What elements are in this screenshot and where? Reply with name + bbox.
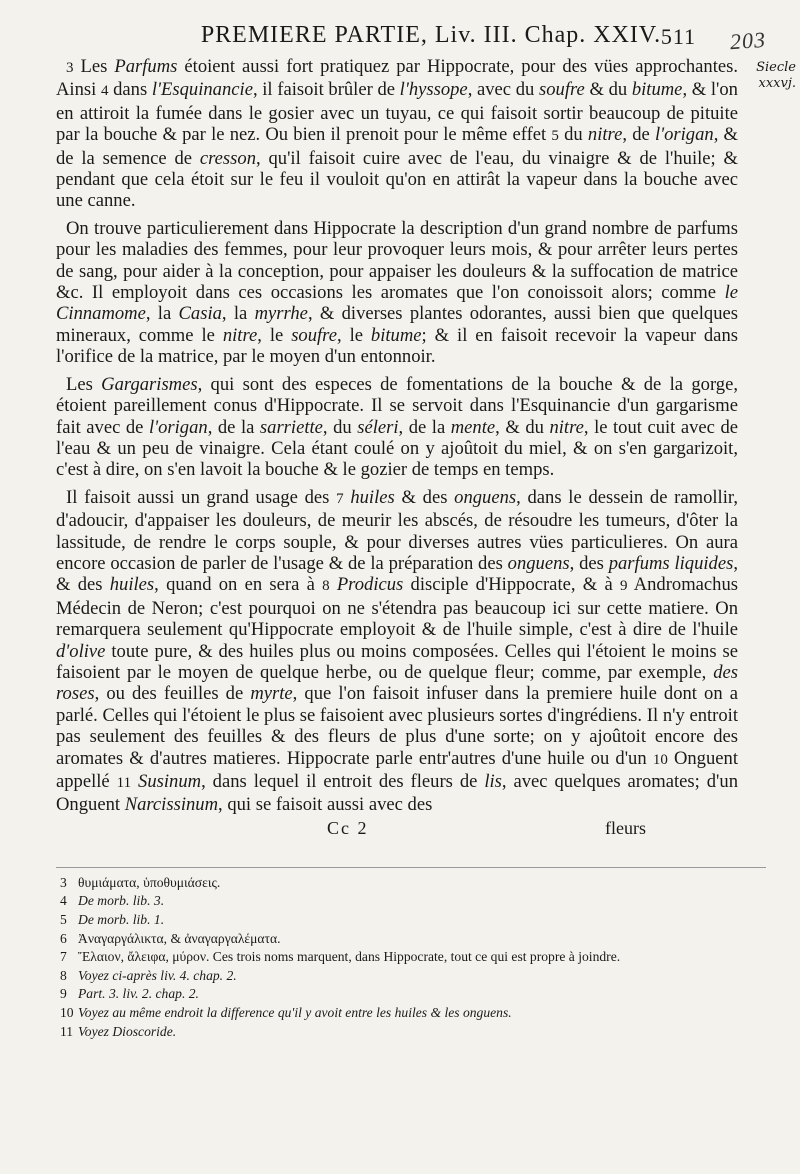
italic-term: nitre — [222, 324, 258, 346]
paragraph — [56, 487, 738, 816]
text-run: , & de la semence de — [56, 124, 739, 169]
text-run: toute pure, & des huiles plus ou moins composées. Celles qui l'étoient le moins se faisoient par le moyen de quelque herbe, ou de quelque fleur; comme, par exemple, — [56, 640, 738, 683]
text-run: , que l'on faisoit infuser dans la premiere huile dont on a parlé. Celles qui l'étoient le plus se faisoient avec plusieurs sortes d'ingrédiens. Il n'y entroit pas seulement des feuilles & des fleurs de plus d'une sorte; on y ajoûtoit encore des aromates & d'autres matieres. Hippocrate parle entr'autres d'une huile ou d'un — [56, 683, 738, 769]
text-run: , des — [569, 552, 609, 574]
footnote-reference: 4 — [100, 83, 109, 100]
text-run: , le tout cuit avec de l'eau & un peu de vinaigre. Cela étant coulé on y ajoûtoit du miel, & on s'en gargarizoit, c'est à dire, on s'en lavoit la bouche & le gozier de temps en temps. — [56, 416, 739, 481]
footnote-text: Voyez ci-après liv. 4. chap. 2. — [78, 967, 237, 983]
footnote — [60, 930, 766, 949]
footnote-number: 8 — [60, 967, 67, 983]
text-run: , quand on en sera à — [154, 574, 323, 596]
text-run: Il faisoit aussi un grand usage des — [66, 486, 337, 508]
footnote-number: 10 — [60, 1004, 74, 1020]
text-run: , la — [221, 303, 255, 325]
text-run: , qui se faisoit aussi avec des — [218, 794, 433, 816]
paragraph — [56, 218, 738, 368]
footnote — [60, 874, 766, 893]
italic-term: huiles — [350, 486, 395, 508]
paragraph — [56, 56, 738, 212]
italic-term: Narcissinum — [124, 794, 219, 816]
text-run: , & des — [56, 552, 738, 596]
footnote-text: Ἀναγαργάλικτα, & ἀναγαργαλέματα. — [78, 930, 281, 946]
text-run: , avec du — [467, 79, 539, 101]
footnote-text: Part. 3. liv. 2. chap. 2. — [78, 986, 199, 1002]
text-run: du — [558, 124, 588, 146]
text-run: , du — [322, 416, 358, 438]
text-run: , de la — [398, 416, 451, 438]
italic-term: onguens — [454, 486, 517, 508]
signature-line — [56, 818, 766, 839]
footnote — [60, 967, 766, 986]
text-run — [330, 574, 337, 595]
handwritten-folio: 203 — [729, 26, 767, 55]
footnote-text: θυμιάματα, ὑποθυμιάσεις. — [78, 874, 221, 890]
text-run: dans — [108, 79, 152, 101]
footnote-reference: 5 — [551, 128, 559, 145]
text-run: & des — [394, 486, 455, 508]
footnote-reference: 10 — [652, 751, 668, 768]
margin-note — [756, 60, 796, 92]
footnote-text: Voyez au même endroit la difference qu'il y avoit entre les huiles & les onguens. — [78, 1004, 512, 1020]
footnote-number: 7 — [60, 949, 67, 965]
italic-term: huiles — [109, 574, 155, 596]
footnote — [60, 1023, 766, 1042]
text-run: , le — [336, 324, 371, 346]
footnote-reference: 11 — [116, 775, 132, 791]
text-run: Les — [73, 56, 115, 77]
italic-term: l'origan — [148, 416, 208, 438]
footnote — [60, 1004, 766, 1023]
text-run: , dans lequel il entroit des fleurs de — [201, 771, 485, 792]
text-run: , ou des feuilles de — [94, 683, 251, 705]
italic-term: Parfums — [114, 56, 178, 77]
text-run: , & du — [495, 416, 550, 438]
text-run: , de — [622, 124, 655, 146]
text-run: , de la — [207, 416, 260, 438]
italic-term: séleri — [357, 416, 399, 438]
italic-term: le Cinnamome — [56, 282, 738, 325]
italic-term: nitre — [587, 124, 623, 146]
main-text — [56, 56, 766, 816]
footnote-number: 5 — [60, 912, 67, 927]
running-title: PREMIERE PARTIE, Liv. III. Chap. XXIV. — [200, 22, 662, 48]
footnote-number: 6 — [60, 930, 67, 946]
text-run: , il faisoit brûler de — [252, 79, 400, 101]
footnote — [60, 948, 766, 967]
footnote-text: De morb. lib. 1. — [78, 912, 165, 927]
text-run: , la — [145, 303, 179, 325]
footnote-text: Ἔλαιον, ἄλειφα, μύρον. Ces trois noms marquent, dans Hippocrate, tout ce qui est propre à joindre. — [78, 949, 621, 965]
text-run: disciple d'Hippocrate, & à — [403, 574, 620, 596]
margin-note-line: xxxvj. — [758, 76, 796, 91]
text-run: , le — [257, 324, 292, 346]
text-run: , avec quelques aromates; d'un Onguent — [56, 771, 738, 816]
footnote-reference: 7 — [336, 490, 344, 507]
italic-term: soufre — [538, 79, 585, 101]
footnote-text: De morb. lib. 3. — [78, 893, 165, 909]
italic-term: sarriette — [259, 416, 323, 438]
italic-term: Gargarismes — [101, 373, 198, 395]
text-run: , & l'on en attiroit la fumée dans le gosier avec un tuyau, ce qui faisoit sortir beaucoup de pituite par la bouche & par le nez. Ou bien il prenoit pour le même effet — [56, 79, 738, 146]
text-run: & du — [584, 79, 632, 101]
text-run: , qui sont des especes de fomentations de la bouche & de la gorge, étoient pareillement conus d'Hippocrate. Il se servoit dans l'Esquinancie d'un gargarisme fait avec de — [56, 373, 738, 438]
margin-note-line: Siecle — [756, 60, 796, 75]
text-run: étoient aussi fort pratiquez par Hippocrate, pour des vües approchantes. Ainsi — [56, 56, 738, 101]
text-run: , dans le dessein de ramollir, d'adoucir, d'appaiser les douleurs, de meurir les abscés, de résoudre les tumeurs, d'ôter la lassitude, de rendre le corps souple, & pour diverses autres vües particulieres. On aura encore occasion de parler de l'usage & de la préparation des — [56, 486, 738, 574]
italic-term: nitre — [549, 416, 584, 438]
footnote-reference: 3 — [66, 60, 74, 76]
text-run — [131, 771, 138, 792]
footnote-number: 11 — [60, 1023, 74, 1039]
footnote-number: 4 — [60, 893, 67, 909]
italic-term: myrrhe — [254, 303, 308, 325]
italic-term: l'hyssope — [399, 79, 468, 101]
text-run: On trouve particulierement dans Hippocrate la description d'un grand nombre de parfums pour les maladies des femmes, pour leur provoquer leurs mois, & pour arrêter leurs pertes de sang, pour aider à la conception, pour appaiser les douleurs & la suffocation de matrice &c. Il employoit dans ces occasions les aromates que l'on conoissoit alors; comme — [56, 217, 738, 304]
italic-term: Susinum — [138, 771, 202, 792]
running-header — [56, 22, 766, 56]
text-run: Andromachus Médecin de Neron; c'est pourquoi on ne s'étendra pas beaucoup ici sur cette matiere. On remarquera seulement qu'Hippocrate employoit & de l'huile simple, c'est à dire de l'huile — [56, 574, 738, 641]
italic-term: des roses — [56, 661, 738, 705]
footnote — [60, 911, 766, 930]
signature-mark: Cc 2 — [327, 817, 369, 838]
footnote-text: Voyez Dioscoride. — [78, 1023, 177, 1039]
text-run: Les — [66, 373, 102, 395]
footnote-number: 3 — [60, 874, 67, 890]
italic-term: bitume — [631, 79, 683, 101]
footnote-reference: 9 — [619, 578, 628, 595]
text-run: , qu'il faisoit cuire avec de l'eau, du vinaigre & de l'huile; & pendant que cela étoit sur le feu il vouloit qu'on en attirât la vapeur dans la bouche avec une canne. — [56, 147, 739, 212]
italic-term: lis — [484, 771, 502, 792]
italic-term: l'origan — [654, 124, 714, 146]
italic-term: d'olive — [56, 640, 106, 662]
italic-term: l'Esquinancie — [151, 79, 253, 101]
footnote — [60, 892, 766, 911]
italic-term: myrte — [250, 683, 293, 705]
italic-term: Prodicus — [336, 574, 404, 596]
italic-term: onguens — [507, 552, 570, 574]
footnotes — [56, 874, 766, 1041]
paragraph — [56, 374, 738, 481]
text-run: , & diverses plantes odorantes, aussi bien que quelques mineraux, comme le — [56, 303, 738, 346]
footnote-number: 9 — [60, 986, 67, 1002]
italic-term: mente — [450, 416, 496, 438]
footnote-divider — [56, 867, 766, 868]
italic-term: soufre — [291, 324, 337, 346]
italic-term: cresson — [199, 147, 256, 169]
italic-term: bitume — [370, 324, 422, 346]
footnote — [60, 985, 766, 1004]
italic-term: parfums liquides — [608, 552, 734, 574]
page-number: 511 — [660, 24, 696, 49]
text-run: Onguent appellé — [56, 747, 738, 792]
footnote-reference: 8 — [322, 578, 330, 595]
text-run: ; & il en faisoit recevoir la vapeur dans l'orifice de la matrice, par le moyen d'un entonnoir. — [56, 324, 738, 368]
catchword: fleurs — [605, 817, 646, 838]
italic-term: Casia — [178, 303, 222, 325]
